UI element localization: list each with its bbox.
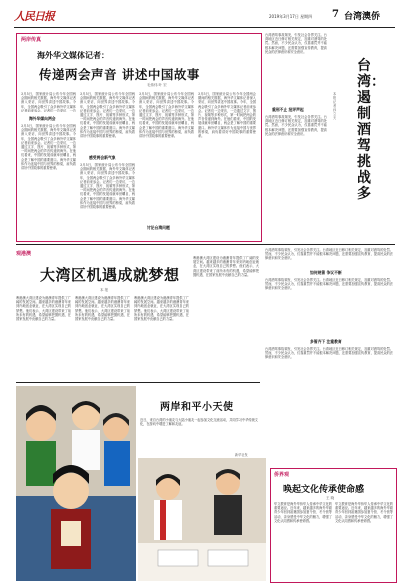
top-story-kicker: 海外华文媒体记者：: [37, 50, 109, 60]
bay-story-col-3: 粤港澳大湾区建设为港澳青年提供了广阔的发展空间。越来越多的港澳青年来到内地创业就业，在大湾区实现自己的梦想。他们表示，大湾区建设带来了前所未有的机遇，希望能够把握机遇，在国家发展中贡献自己的力量。: [134, 296, 189, 322]
top-story-col-2b: 3月5日，国家统计局公布今年全国两会期间的相关数据，海外华文媒体记者深入采访，向世界讲述中国故事。今年，全国两会吸引了众多海外华文媒体记者前来参会。记者们一边采访，一边通过文字、图片、视频等多种形式，第一时间把两会的声音传递到海外。在他们看来，中国的发展成就举世瞩目，两会是了解中国的重要窗口。海外华文媒体作为连接中国与世界的桥梁，肩负着讲好中国故事的重要使命。: [80, 163, 135, 210]
photo-story-credit: 新华社发: [235, 453, 248, 457]
side-story-subhead-3: 多管齐下 注重教育: [310, 339, 342, 344]
children-photo-top: [16, 386, 136, 581]
top-story-byline: 毛伟伟 叶 宏: [147, 83, 167, 87]
side-story-col-1: 台湾酒驾事故频发，引发社会各界关注。台湾地区近日修订相关规定，加重对酒驾的处罚。然而，不少民众认为，仅靠重罚并不能根本解决问题，还需要加强宣传教育，提高民众的法律意识和安全意识。: [265, 33, 327, 54]
bay-story-col-1: 粤港澳大湾区建设为港澳青年提供了广阔的发展空间。越来越多的港澳青年来到内地创业就业，在大湾区实现自己的梦想。他们表示，大湾区建设带来了前所未有的机遇，希望能够把握机遇，在国家发展中贡献自己的力量。: [16, 296, 71, 322]
mid-rule: [16, 244, 265, 245]
side-story-byline: 本报记者 孙 立 天: [333, 92, 337, 120]
side-story-subhead-1: 重刑不止 批评声起: [272, 107, 304, 112]
side-story-headline-text: 台湾：遏制酒驾挑战多: [357, 58, 385, 202]
bay-story-headline: 大湾区机遇成就梦想: [40, 266, 180, 284]
newspaper-logo: 人民日报: [14, 10, 54, 23]
top-story-headline: 传递两会声音 讲述中国故事: [39, 67, 200, 82]
culture-story-col-1: 华文教育是海外华侨华人传承中华文化的重要途径。近年来，越来越多的海外华裔青少年回到祖籍国参加夏令营、冬令营等活动，亲身感受中华文化的魅力，增强了文化认同感和传承使命感。: [274, 502, 332, 523]
top-story-subhead-3: 讨论台湾问题: [147, 225, 170, 230]
side-story-col-1b: 台湾酒驾事故频发，引发社会各界关注。台湾地区近日修订相关规定，加重对酒驾的处罚。然而，不少民众认为，仅靠重罚并不能根本解决问题，还需要加强宣传教育，提高民众的法律意识和安全意识。: [265, 115, 327, 136]
bay-story-byline: 本 报: [100, 288, 109, 292]
culture-story-column-tag: 侨界观: [274, 472, 290, 478]
bay-story-column-tag: 观港澳: [16, 251, 32, 257]
top-story-col-4: 3月5日，国家统计局公布今年全国两会期间的相关数据，海外华文媒体记者深入采访，向世界讲述中国故事。今年，全国两会吸引了众多海外华文媒体记者前来参会。记者们一边采访，一边通过文字、图片、视频等多种形式，第一时间把两会的声音传递到海外。在他们看来，中国的发展成就举世瞩目，两会是了解中国的重要窗口。海外华文媒体作为连接中国与世界的桥梁，肩负着讲好中国故事的重要使命。: [198, 92, 256, 139]
issue-date: 2019年3月17日 星期四: [269, 14, 313, 19]
top-story-col-2: 3月5日，国家统计局公布今年全国两会期间的相关数据，海外华文媒体记者深入采访，向世界讲述中国故事。今年，全国两会吸引了众多海外华文媒体记者前来参会。记者们一边采访，一边通过文字、图片、视频等多种形式，第一时间把两会的声音传递到海外。在他们看来，中国的发展成就举世瞩目，两会是了解中国的重要窗口。海外华文媒体作为连接中国与世界的桥梁，肩负着讲好中国故事的重要使命。: [80, 92, 135, 139]
side-story-col-3: 台湾酒驾事故频发，引发社会各界关注。台湾地区近日修订相关规定，加重对酒驾的处罚。然而，不少民众认为，仅靠重罚并不能根本解决问题，还需要加强宣传教育，提高民众的法律意识和安全意识。: [265, 278, 393, 291]
top-story-col-1b: 3月5日，国家统计局公布今年全国两会期间的相关数据，海外华文媒体记者深入采访，向世界讲述中国故事。今年，全国两会吸引了众多海外华文媒体记者前来参会。记者们一边采访，一边通过文字、图片、视频等多种形式，第一时间把两会的声音传递到海外。在他们看来，中国的发展成就举世瞩目，两会是了解中国的重要窗口。海外华文媒体作为连接中国与世界的桥梁，肩负着讲好中国故事的重要使命。: [21, 124, 76, 171]
masthead: [14, 8, 395, 26]
classroom-photo: [138, 458, 266, 581]
bay-story-col-4: 粤港澳大湾区建设为港澳青年提供了广阔的发展空间。越来越多的港澳青年来到内地创业就业，在大湾区实现自己的梦想。他们表示，大湾区建设带来了前所未有的机遇，希望能够把握机遇，在国家发展中贡献自己的力量。: [193, 256, 259, 277]
top-story-subhead-1: 海外华媒向两会: [29, 116, 56, 121]
masthead-rule: [14, 27, 395, 28]
photo-story-body: 近日，来自台湾的小朋友与大陆小朋友一起参加文化交流活动，共同学习中华传统文化，在游戏中增进了解和友谊。: [140, 418, 258, 427]
culture-story-col-2: 华文教育是海外华侨华人传承中华文化的重要途径。近年来，越来越多的海外华裔青少年回到祖籍国参加夏令营、冬令营等活动，亲身感受中华文化的魅力，增强了文化认同感和传承使命感。: [335, 502, 393, 523]
top-story-subhead-2: 感受两会新气象: [89, 155, 116, 160]
culture-story-box: [270, 468, 397, 583]
culture-story-headline: 唤起文化传承使命感: [283, 485, 365, 495]
culture-story-byline: 王 晓: [326, 496, 335, 500]
bay-story-col-2: 粤港澳大湾区建设为港澳青年提供了广阔的发展空间。越来越多的港澳青年来到内地创业就业，在大湾区实现自己的梦想。他们表示，大湾区建设带来了前所未有的机遇，希望能够把握机遇，在国家发展中贡献自己的力量。: [75, 296, 130, 322]
top-story-col-3: 3月5日，国家统计局公布今年全国两会期间的相关数据，海外华文媒体记者深入采访，向世界讲述中国故事。今年，全国两会吸引了众多海外华文媒体记者前来参会。记者们一边采访，一边通过文字、图片、视频等多种形式，第一时间把两会的声音传递到海外。在他们看来，中国的发展成就举世瞩目，两会是了解中国的重要窗口。海外华文媒体作为连接中国与世界的桥梁，肩负着讲好中国故事的重要使命。: [139, 92, 194, 139]
top-story-box: [16, 33, 262, 242]
top-story-col-1: 3月5日，国家统计局公布今年全国两会期间的相关数据，海外华文媒体记者深入采访，向世界讲述中国故事。今年，全国两会吸引了众多海外华文媒体记者前来参会。记者们一边采访，一边: [21, 92, 76, 112]
photo-story-headline: 两岸和平小天使: [160, 402, 234, 413]
top-story-column-tag: 两岸传真: [21, 37, 42, 43]
right-divider-rule: [262, 244, 395, 245]
side-story-col-2: 台湾酒驾事故频发，引发社会各界关注。台湾地区近日修订相关规定，加重对酒驾的处罚。然而，不少民众认为，仅靠重罚并不能根本解决问题，还需要加强宣传教育，提高民众的法律意识和安全意识。: [265, 248, 393, 261]
page-number: 7: [332, 9, 339, 20]
side-story-subhead-2: 如何规管 争议不断: [310, 270, 342, 275]
photo-top-rule: [16, 382, 260, 383]
section-title: 台湾澳侨: [344, 12, 381, 22]
side-story-col-4: 台湾酒驾事故频发，引发社会各界关注。台湾地区近日修订相关规定，加重对酒驾的处罚。然而，不少民众认为，仅靠重罚并不能根本解决问题，还需要加强宣传教育，提高民众的法律意识和安全意识。: [265, 347, 393, 360]
side-story-headline: [357, 58, 385, 202]
